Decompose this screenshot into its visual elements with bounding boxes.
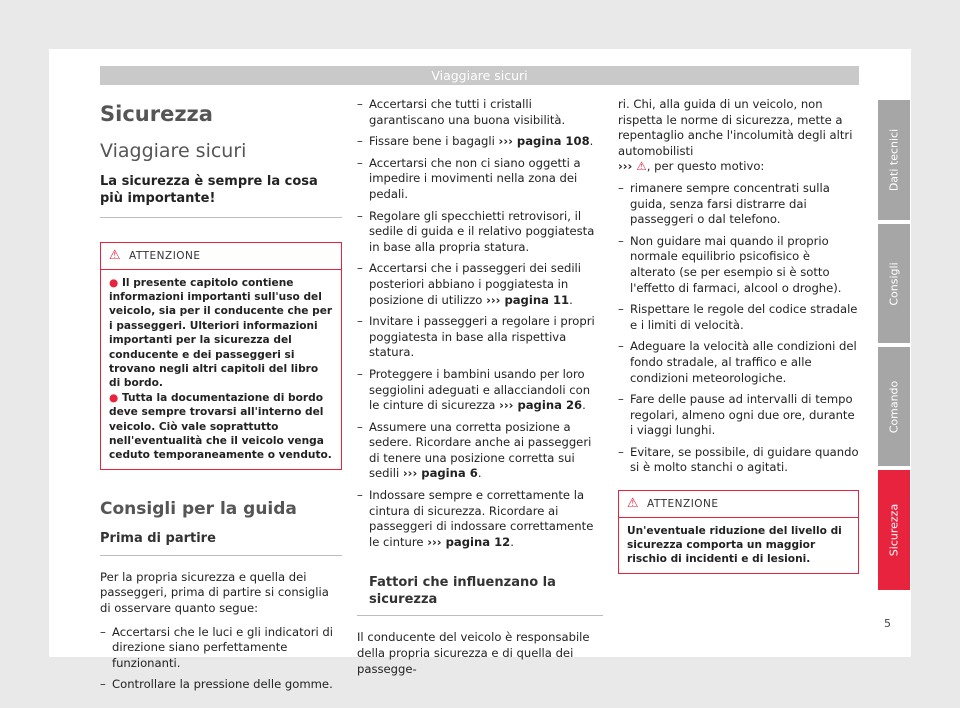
arrow-icon: ››› bbox=[499, 398, 518, 413]
warning-text: Un'eventuale riduzione del livello di sicurezza comporta un maggior rischio di incidenti e di lesioni. bbox=[627, 524, 842, 566]
arrow-icon: ››› bbox=[486, 292, 505, 307]
subsection-heading: Prima di partire bbox=[100, 530, 342, 556]
warning-header bbox=[619, 491, 858, 518]
page-number: 5 bbox=[884, 617, 891, 630]
tab-sicurezza[interactable]: Sicurezza bbox=[878, 470, 910, 590]
arrow-icon: ››› bbox=[427, 534, 446, 549]
bullet-icon: ● bbox=[109, 276, 122, 289]
tab-dati-tecnici[interactable]: Dati tecnici bbox=[878, 100, 910, 220]
list-item: – Rispettare le regole del codice stradale e i limiti di velocità. bbox=[618, 302, 859, 333]
page-reference-link[interactable]: pagina 108 bbox=[516, 134, 590, 149]
list-item: – Evitare, se possibile, di guidare quando si è molto stanchi o agitati. bbox=[618, 445, 859, 476]
warning-box bbox=[100, 242, 342, 470]
list-item: – rimanere sempre concentrati sulla guida, senza farsi distrarre dai passeggeri o dal telefono. bbox=[618, 181, 859, 228]
list-item: – Assumere una corretta posizione a sedere. Ricordare anche ai passeggeri di tenere una posizione corretta sui sedili ››› pagina 6. bbox=[357, 420, 603, 482]
page-reference-link[interactable]: pagina 6 bbox=[421, 466, 478, 481]
list-item: – Accertarsi che le luci e gli indicatori di direzione siano perfettamente funzionanti. bbox=[100, 625, 342, 672]
list-item: – Accertarsi che tutti i cristalli garantiscano una buona visibilità. bbox=[357, 97, 603, 128]
warning-header bbox=[101, 243, 341, 270]
column-1 bbox=[100, 95, 342, 699]
tab-consigli[interactable]: Consigli bbox=[878, 224, 910, 343]
warning-body bbox=[619, 518, 858, 573]
warning-item: ● Tutta la documentazione di bordo deve sempre trovarsi all'interno del veicolo. Ciò vale soprattutto nell'eventualità che il veicolo venga ceduto temporaneamente o venduto. bbox=[109, 391, 332, 462]
list-item: – Controllare la pressione delle gomme. bbox=[100, 677, 342, 693]
subsection-heading: Fattori che influenzano la sicurezza bbox=[357, 574, 603, 616]
warning-triangle-icon[interactable]: ⚠ bbox=[636, 159, 647, 174]
arrow-icon: ››› bbox=[618, 159, 637, 174]
checklist bbox=[357, 97, 603, 550]
list-item: – Fare delle pause ad intervalli di tempo regolari, almeno ogni due ore, durante i viaggi lunghi. bbox=[618, 392, 859, 439]
warning-triangle-icon: ⚠ bbox=[626, 496, 640, 512]
page-reference-link[interactable]: pagina 11 bbox=[504, 292, 570, 307]
page-reference-link[interactable]: pagina 12 bbox=[445, 534, 511, 549]
running-header: Viaggiare sicuri bbox=[100, 66, 859, 85]
arrow-icon: ››› bbox=[402, 466, 422, 481]
checklist bbox=[618, 181, 859, 476]
list-item: – Proteggere i bambini usando per loro seggiolini adeguati e allacciandoli con le cinture di sicurezza ››› pagina 26. bbox=[357, 367, 603, 414]
warning-label: ATTENZIONE bbox=[647, 498, 719, 511]
list-item: – Adeguare la velocità alle condizioni del fondo stradale, al traffico e alle condizioni meteorologiche. bbox=[618, 339, 859, 386]
subsection-title: Consigli per la guida bbox=[100, 498, 297, 519]
warning-body bbox=[101, 270, 341, 469]
warning-triangle-icon: ⚠ bbox=[108, 248, 122, 263]
section-title: Viaggiare sicuri bbox=[100, 140, 247, 162]
intro-paragraph: Per la propria sicurezza e quella dei passeggeri, prima di partire si consiglia di osservare quanto segue: bbox=[100, 569, 329, 616]
chapter-title: Sicurezza bbox=[100, 102, 213, 126]
list-item: – Indossare sempre e correttamente la cintura di sicurezza. Ricordare ai passeggeri di indossare correttamente le cinture ››› pagina 12. bbox=[357, 488, 603, 550]
section-subtitle: La sicurezza è sempre la cosa più importante! bbox=[100, 173, 342, 218]
warning-box bbox=[618, 490, 859, 574]
page-reference-link[interactable]: pagina 26 bbox=[517, 398, 583, 413]
list-item: – Accertarsi che i passeggeri dei sedili posteriori abbiano i poggiatesta in posizione di utilizzo ››› pagina 11. bbox=[357, 261, 603, 308]
column-2 bbox=[357, 97, 603, 677]
paragraph: ri. Chi, alla guida di un veicolo, non rispetta le norme di sicurezza, mette a repentaglio anche l'incolumità degli altri automobilisti ››› ⚠, per questo motivo: bbox=[618, 97, 853, 174]
list-item: – Regolare gli specchietti retrovisori, il sedile di guida e il relativo poggiatesta in base alla propria statura. bbox=[357, 209, 603, 256]
bullet-icon: ● bbox=[109, 391, 122, 404]
list-item: – Accertarsi che non ci siano oggetti a impedire i movimenti nella zona dei pedali. bbox=[357, 156, 603, 203]
arrow-icon: ››› bbox=[498, 134, 517, 149]
list-item: – Invitare i passeggeri a regolare i propri poggiatesta in base alla rispettiva statura. bbox=[357, 314, 603, 361]
tab-comando[interactable]: Comando bbox=[878, 347, 910, 466]
warning-label: ATTENZIONE bbox=[129, 250, 201, 262]
paragraph: Il conducente del veicolo è responsabile della propria sicurezza e di quella dei passegge- bbox=[357, 630, 590, 676]
warning-item: ● Il presente capitolo contiene informazioni importanti sull'uso del veicolo, sia per il conducente che per i passeggeri. Ulteriori informazioni importanti per la sicurezza del conducente e dei passeggeri si trovano negli altri capitoli del libro di bordo. bbox=[109, 276, 333, 390]
column-3 bbox=[618, 97, 859, 574]
list-item: – Non guidare mai quando il proprio normale equilibrio psicofisico è alterato (se per esempio si è sotto l'effetto di farmaci, alcool o droghe). bbox=[618, 234, 859, 296]
list-item: – Fissare bene i bagagli ››› pagina 108. bbox=[357, 134, 603, 150]
checklist bbox=[100, 625, 342, 693]
